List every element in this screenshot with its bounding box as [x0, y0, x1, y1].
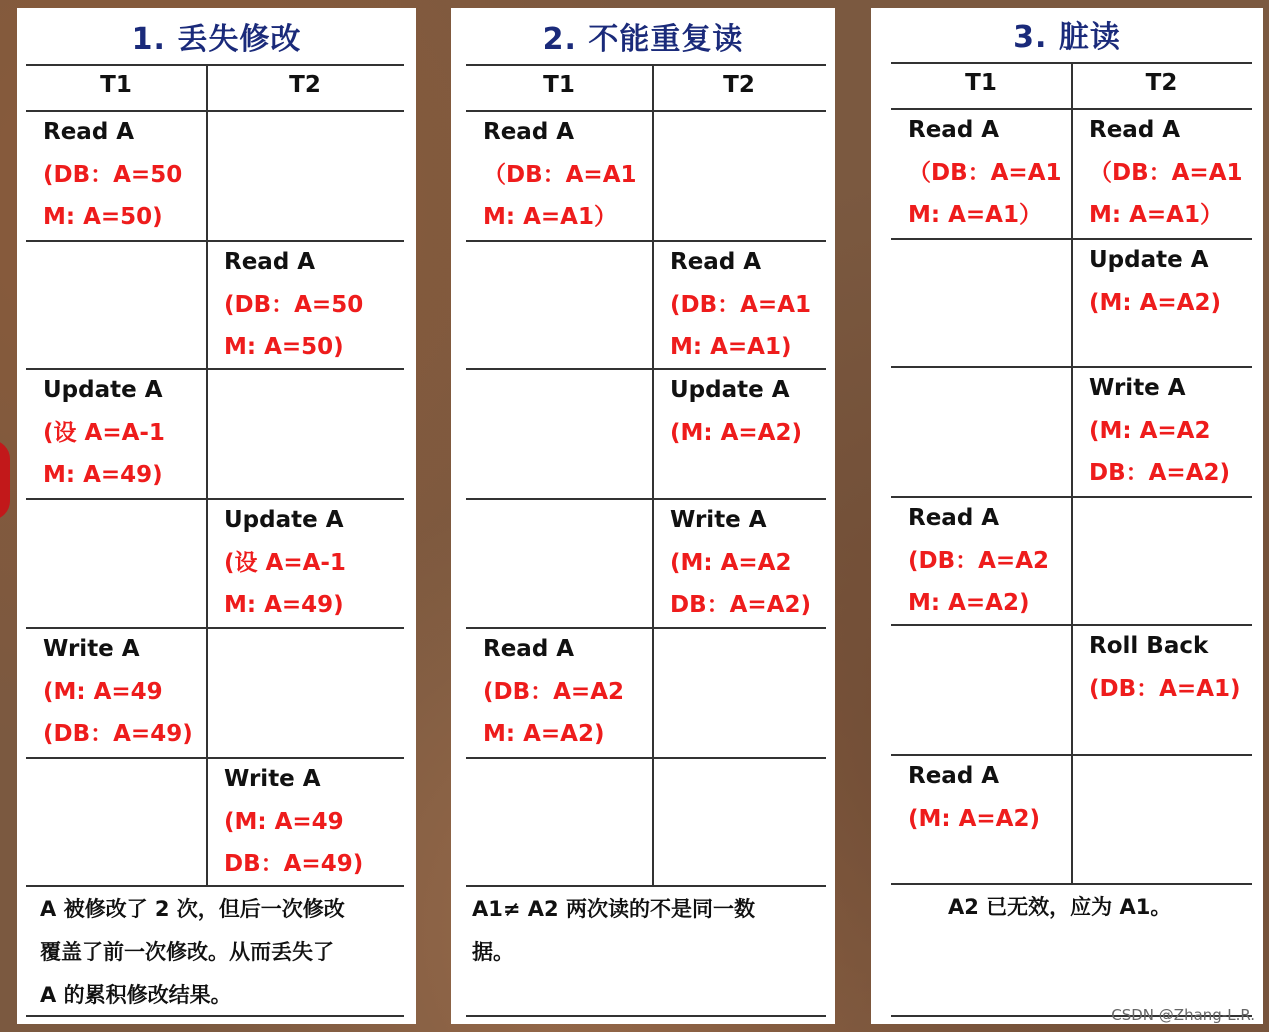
table-row-divider	[26, 498, 404, 500]
operation-label: Read A	[908, 763, 1000, 789]
state-value: DB：A=A2)	[670, 592, 812, 618]
table-row-divider	[891, 883, 1252, 885]
operation-label: Read A	[224, 249, 316, 275]
state-value: DB：A=A2)	[1089, 460, 1231, 486]
column-header-t2: T2	[723, 72, 755, 98]
table-row-divider	[26, 64, 404, 66]
table-row-divider	[466, 64, 826, 66]
operation-label: Update A	[1089, 247, 1209, 273]
state-value: (M: A=49	[43, 678, 163, 705]
operation-label: Update A	[670, 377, 790, 403]
operation-label: Write A	[670, 507, 767, 533]
state-value: M: A=49)	[43, 462, 163, 488]
table-cell	[43, 369, 165, 497]
column-header-t1: T1	[543, 72, 575, 98]
state-value: (M: A=A2)	[908, 805, 1040, 832]
table-cell	[483, 111, 637, 239]
operation-label: Update A	[43, 377, 163, 403]
table-cell	[483, 628, 624, 756]
note-line: A 的累积修改结果。	[40, 983, 232, 1007]
panel-3	[871, 8, 1263, 1024]
table-cell	[224, 241, 363, 369]
panel-2	[451, 8, 835, 1024]
table-cell	[224, 758, 363, 886]
note-line: 覆盖了前一次修改。从而丢失了	[40, 940, 334, 964]
panel-title: 1. 丢失修改	[131, 22, 302, 57]
operation-label: Read A	[1089, 117, 1181, 143]
state-value: M: A=50)	[43, 204, 163, 230]
state-value: (DB：A=49)	[43, 721, 193, 747]
column-header-t2: T2	[289, 72, 321, 98]
table-row-divider	[466, 757, 826, 759]
operation-label: Update A	[224, 507, 344, 533]
state-value: (DB：A=A2	[483, 678, 625, 705]
state-value: (设 A=A-1	[224, 549, 346, 576]
state-value: (M: A=49	[224, 808, 344, 835]
table-cell	[1089, 109, 1243, 237]
state-value: M: A=50)	[224, 334, 344, 360]
column-divider	[652, 64, 654, 885]
operation-label: Read A	[670, 249, 762, 275]
operation-label: Roll Back	[1089, 633, 1209, 659]
note-line: A2 已无效，应为 A1。	[948, 895, 1172, 919]
state-value: (设 A=A-1	[43, 419, 165, 446]
panel-title: 3. 脏读	[1013, 20, 1121, 55]
table-cell	[1089, 367, 1230, 495]
note-line: 据。	[472, 940, 514, 964]
table-row-divider	[466, 885, 826, 887]
state-value: M: A=49)	[224, 592, 344, 618]
state-value: （DB：A=A1	[483, 161, 637, 188]
table-cell	[908, 755, 1040, 840]
table-cell	[43, 111, 182, 239]
state-value: (DB：A=A2	[908, 547, 1050, 574]
table-cell	[43, 628, 193, 756]
state-value: (M: A=A2)	[670, 419, 802, 446]
note-line: A 被修改了 2 次，但后一次修改	[40, 897, 345, 921]
operation-label: Read A	[483, 119, 575, 145]
state-value: M: A=A2)	[483, 721, 605, 747]
conclusion-note	[40, 888, 345, 1017]
operation-label: Read A	[483, 636, 575, 662]
state-value: (DB：A=50	[43, 161, 183, 188]
panel-title: 2. 不能重复读	[542, 22, 744, 57]
table-row-divider	[466, 1015, 826, 1017]
operation-label: Read A	[43, 119, 135, 145]
table-cell	[908, 497, 1049, 625]
state-value: (DB：A=A1	[670, 291, 812, 318]
conclusion-note	[948, 886, 1171, 929]
column-header-t1: T1	[965, 70, 997, 96]
operation-label: Read A	[908, 505, 1000, 531]
state-value: M: A=A1）	[908, 202, 1042, 228]
operation-label: Write A	[224, 766, 321, 792]
operation-label: Write A	[1089, 375, 1186, 401]
operation-label: Read A	[908, 117, 1000, 143]
note-line: A1≠ A2 两次读的不是同一数	[472, 897, 755, 921]
table-cell	[670, 369, 802, 454]
state-value: M: A=A2)	[908, 590, 1030, 616]
table-cell	[1089, 625, 1241, 710]
state-value: （DB：A=A1	[1089, 159, 1243, 186]
state-value: DB：A=49)	[224, 851, 364, 877]
column-divider	[1071, 62, 1073, 883]
state-value: M: A=A1)	[670, 334, 792, 360]
operation-label: Write A	[43, 636, 140, 662]
state-value: (M: A=A2	[1089, 417, 1211, 444]
watermark: CSDN @Zhang-L.R.	[1111, 1006, 1255, 1024]
state-value: (M: A=A2)	[1089, 289, 1221, 316]
panel-1	[17, 8, 416, 1024]
table-cell	[908, 109, 1062, 237]
state-value: (DB：A=A1)	[1089, 675, 1241, 702]
table-cell	[1089, 239, 1221, 324]
column-header-t1: T1	[100, 72, 132, 98]
table-cell	[670, 241, 811, 369]
conclusion-note	[472, 888, 755, 974]
state-value: (DB：A=50	[224, 291, 364, 318]
decorative-red-shape	[0, 440, 10, 520]
state-value: M: A=A1）	[1089, 202, 1223, 228]
column-header-t2: T2	[1145, 70, 1178, 96]
state-value: M: A=A1）	[483, 204, 617, 230]
table-cell	[224, 499, 346, 627]
state-value: （DB：A=A1	[908, 159, 1062, 186]
table-cell	[670, 499, 811, 627]
state-value: (M: A=A2	[670, 549, 792, 576]
column-divider	[206, 64, 208, 885]
